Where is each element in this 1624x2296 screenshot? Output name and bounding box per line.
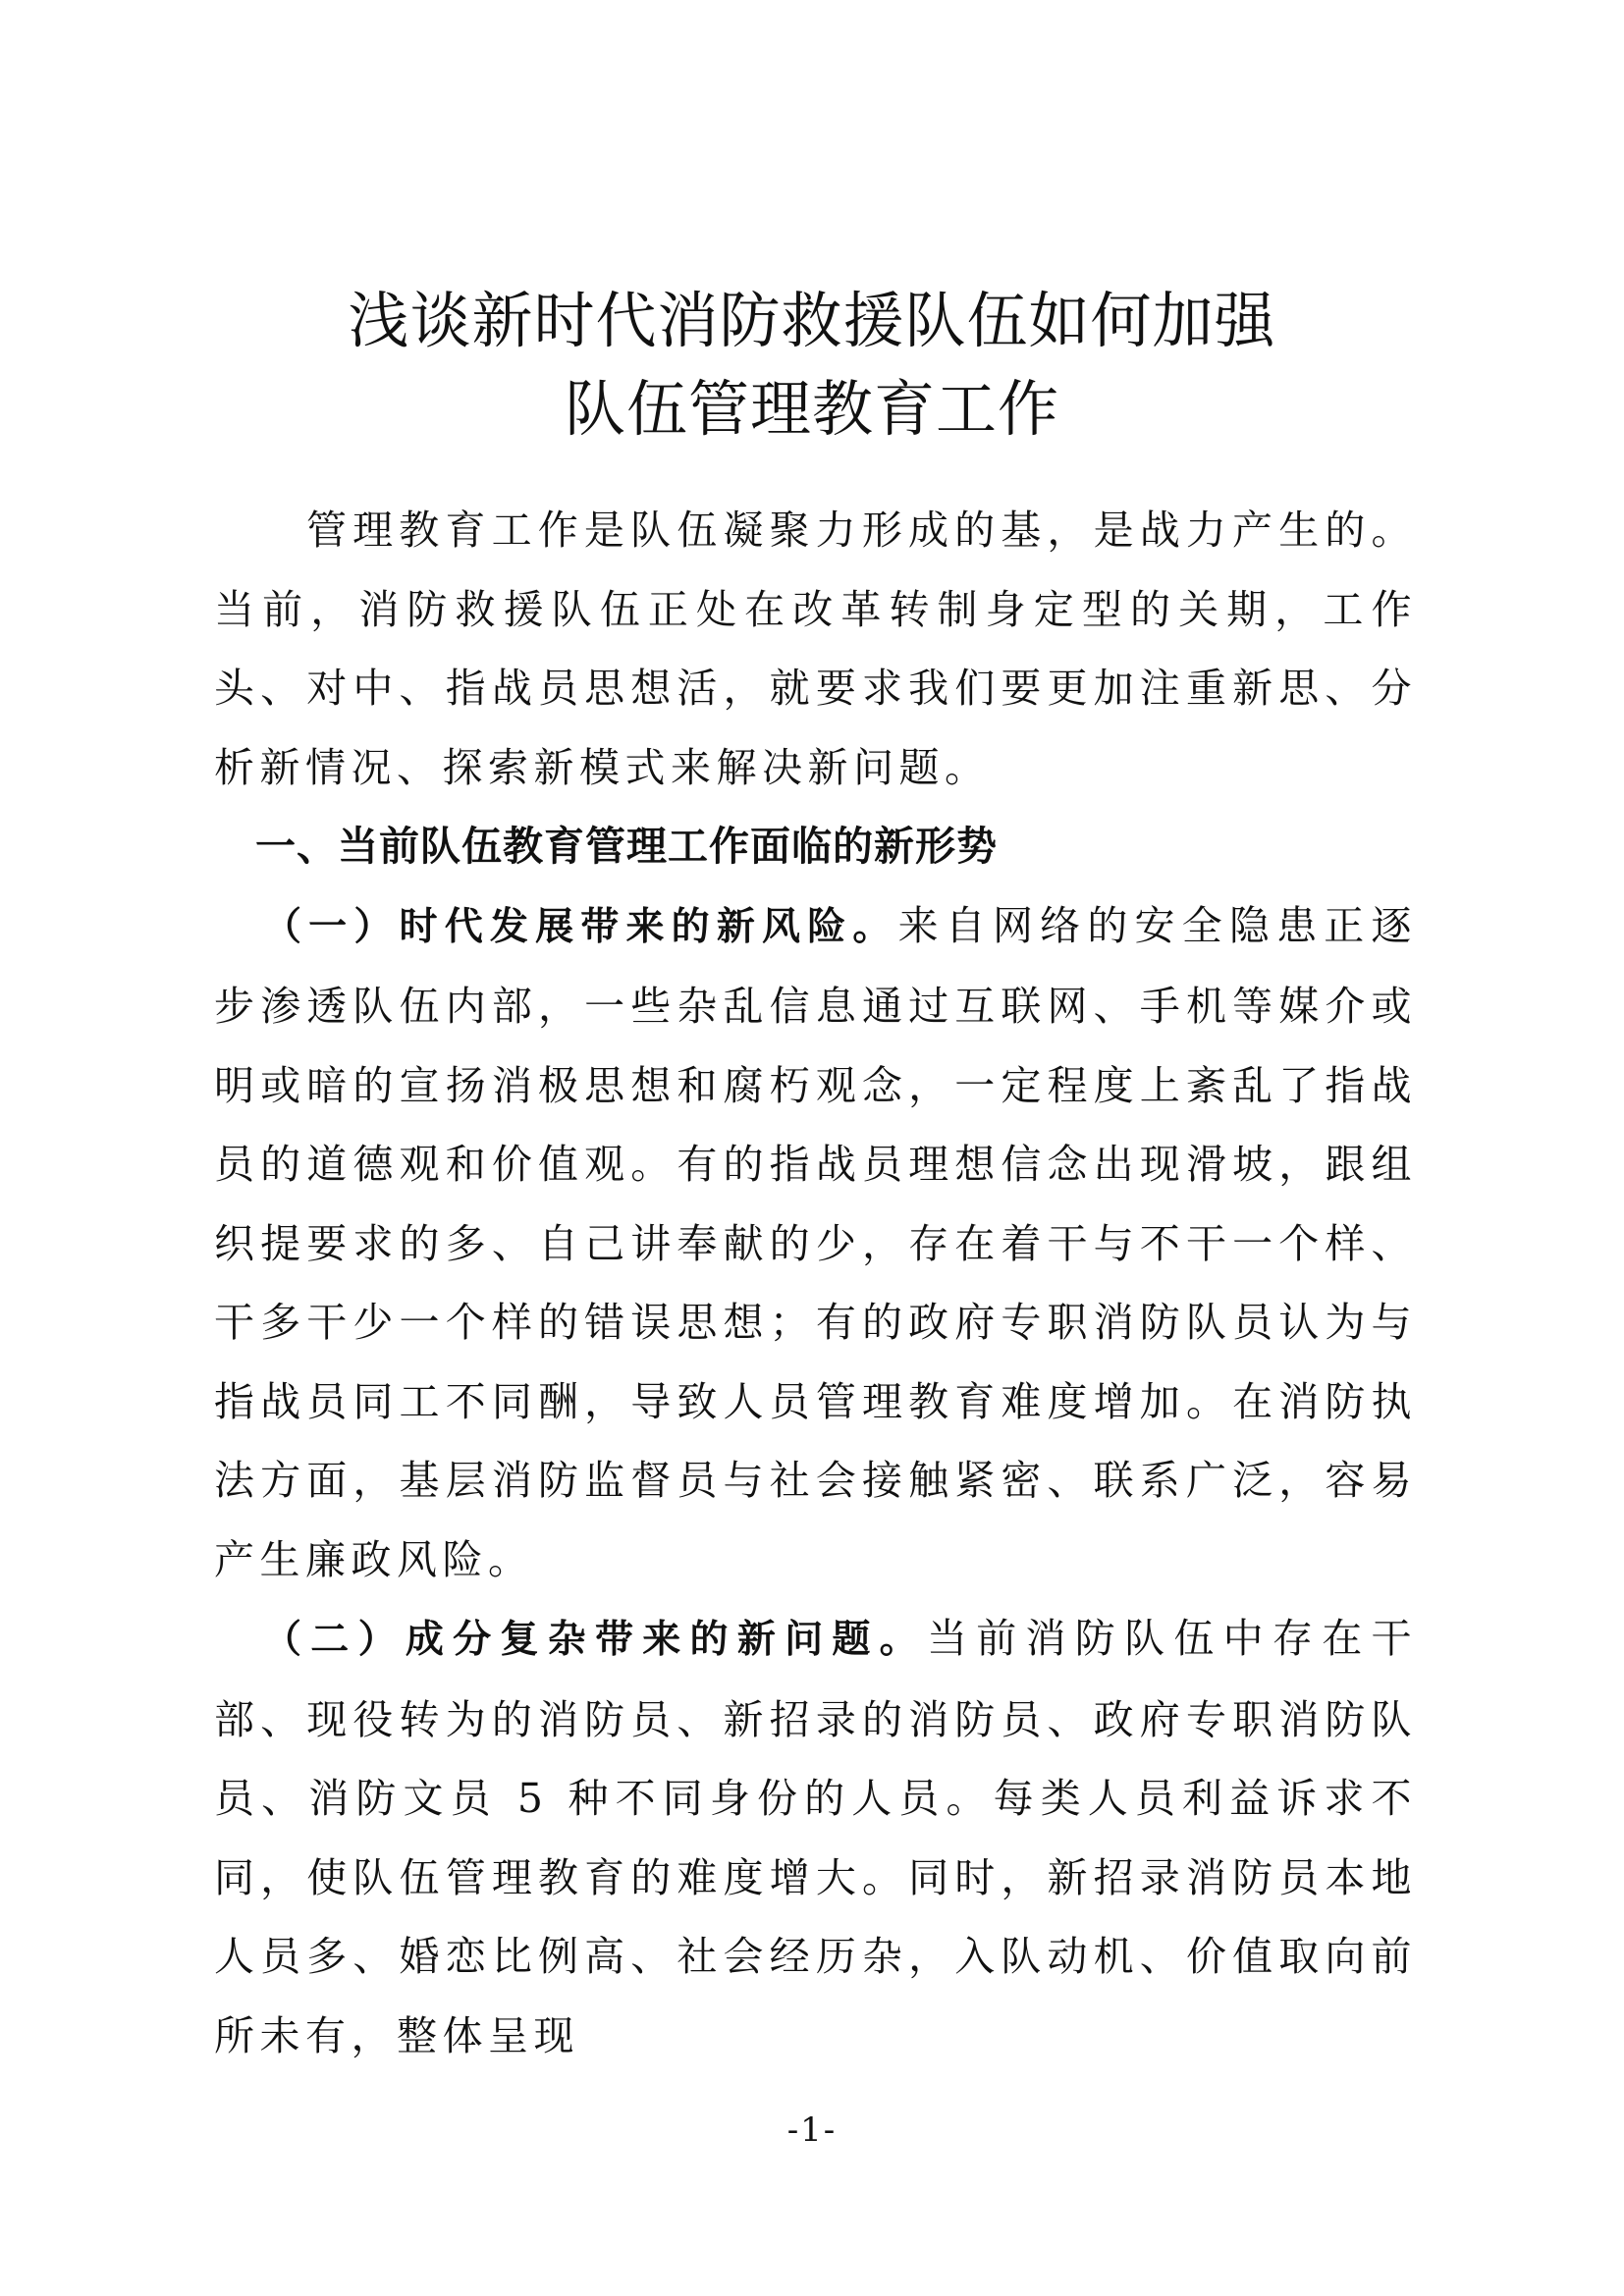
subsection-heading-2: （二）成分复杂带来的新问题。 bbox=[263, 1618, 927, 1662]
title-line-1: 浅谈新时代消防救援队伍如何加强 bbox=[348, 284, 1276, 356]
subsection-paragraph-1 bbox=[214, 886, 1417, 1600]
page-number: -1- bbox=[786, 2110, 838, 2150]
subsection-body-2: 当前消防队伍中存在干部、现役转为的消防员、新招录的消防员、政府专职消防队员、消防文员 5 种不同身份的人员。每类人员利益诉求不同，使队伍管理教育的难度增大。同时，新招录消防员本地人员多、婚恋比例高、社会经历杂，入队动机、价值取向前所未有，整体呈现 bbox=[214, 1615, 1417, 2059]
document-body bbox=[214, 491, 1417, 2075]
section-heading-1: 一、当前队伍教育管理工作面临的新形势 bbox=[255, 823, 998, 870]
title-line-2: 队伍管理教育工作 bbox=[564, 372, 1059, 445]
intro-paragraph: 管理教育工作是队伍凝聚力形成的基，是战力产生的。当前，消防救援队伍正处在改革转制身定型的关期，工作头、对中、指战员思想活，就要求我们要更加注重新思、分析新情况、探索新模式来解决新问题。 bbox=[214, 507, 1417, 791]
subsection-heading-1: （一）时代发展带来的新风险。 bbox=[263, 904, 898, 949]
document-title bbox=[0, 277, 1624, 454]
subsection-paragraph-2 bbox=[214, 1599, 1417, 2075]
subsection-body-1: 来自网络的安全隐患正逐步渗透队伍内部，一些杂乱信息通过互联网、手机等媒介或明或暗的宣扬消极思想和腐朽观念，一定程度上紊乱了指战员的道德观和价值观。有的指战员理想信念出现滑坡，跟组织提要求的多、自己讲奉献的少，存在着干与不干一个样、干多干少一个样的错误思想；有的政府专职消防队员认为与指战员同工不同酬，导致人员管理教育难度增加。在消防执法方面，基层消防监督员与社会接触紧密、联系广泛，容易产生廉政风险。 bbox=[214, 901, 1417, 1583]
